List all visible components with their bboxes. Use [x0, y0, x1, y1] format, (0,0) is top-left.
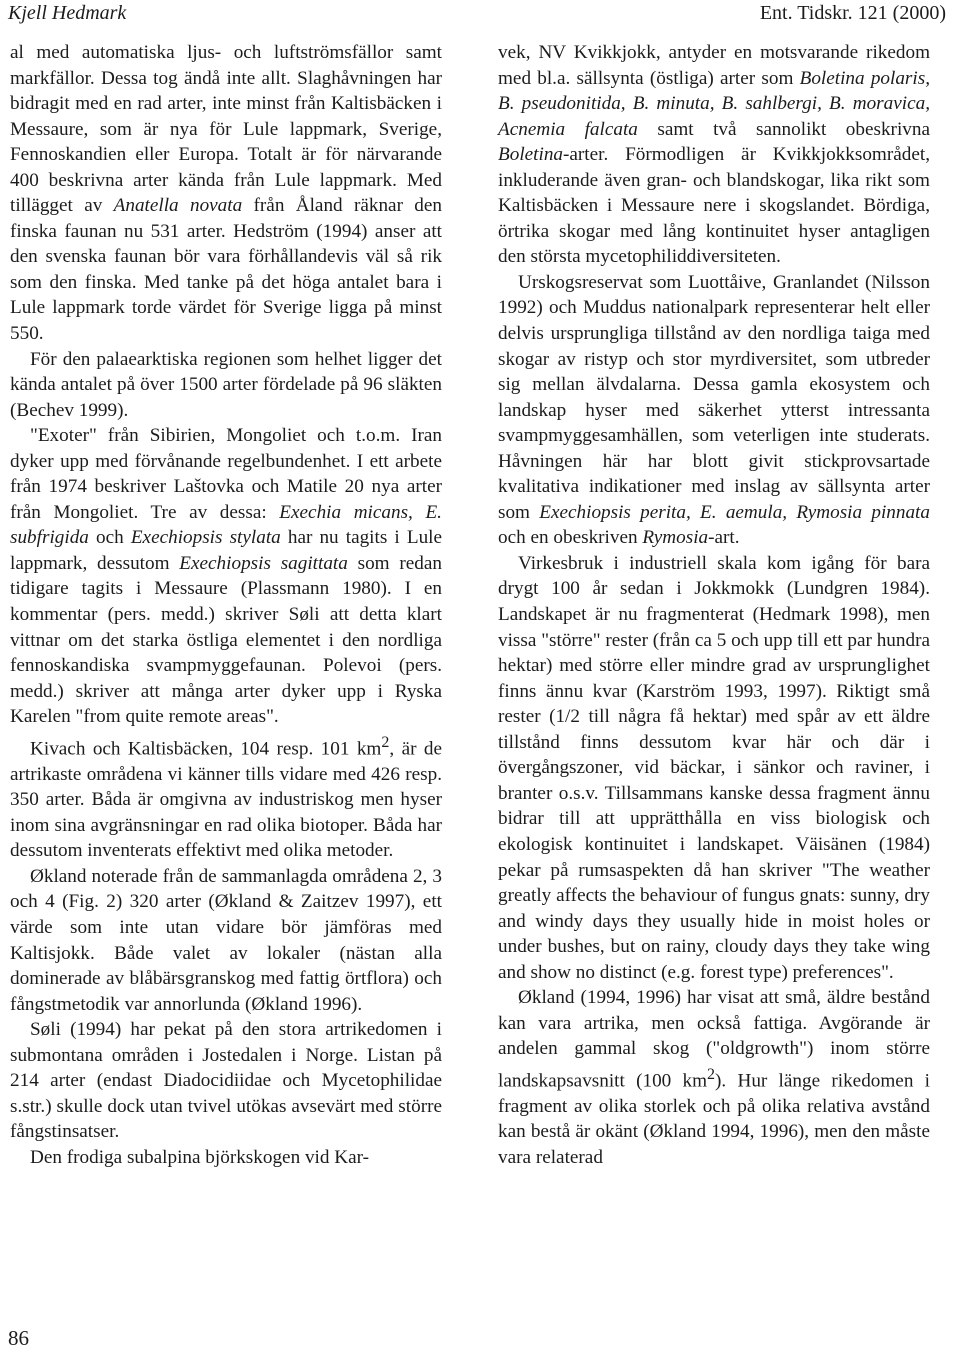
page-number: 86 — [8, 1326, 29, 1350]
paragraph: Økland (1994, 1996) har visat att små, äldre bestånd kan vara artrika, men också fattiga. Avgörande är andelen gammal skog ("oldgrowth") inom större landskapsavsnitt (100 $km^2$). Hur länge rikedomen i fragment av olika storlek och på olika relativa avstånd kan bestå är okänt (Økland 1994, 1996), men den måste vara relaterad — [498, 987, 930, 1168]
species-name: Boletina polaris, B. pseudonitida, B. minuta, B. sahlbergi, B. moravica, Acnemia falcata — [498, 67, 930, 140]
species-name: Boletina — [498, 144, 564, 166]
paragraph: Kivach och Kaltisbäcken, 104 resp. 101 $km^2$, är de artrikaste områdena vi känner tills vidare med 426 resp. 350 arter. Båda är omgivna av industriskog men hyser inom sina avgränsningar en rad olika biotoper. Båda har dessutom inventerats effektivt med olika metoder. — [10, 733, 442, 862]
paragraph: Søli (1994) har pekat på den stora artrikedomen i submontana områden i Jostedalen i Norge. Listan på 214 arter (endast Diadocidiidae och Mycetophilidae s.str.) skulle dock utan tvivel utökas avsevärt med större fångstinsatser. — [10, 1019, 442, 1143]
superscript: 2 — [381, 733, 390, 751]
paragraph: "Exoter" från Sibirien, Mongoliet och t.o.m. Iran dyker upp med förvånande regelbundenhet. I ett arbete från 1974 beskriver Laštovka och Matile 20 nya arter från Mongoliet. Tre av dessa: Exechia micans, E. subfrigida och Exechiopsis stylata har nu tagits i Lule lappmark, dessutom Exechiopsis sagittata som redan tidigare tagits i Messaure (Plassmann 1980). I en kommentar (pers. medd.) skriver Søli att detta klart vittnar om det starka östliga elementet i den nordliga fennoskandiska svampmyggefaunan. Polevoi (pers. medd.) skriver att många arter dyker upp i Ryska Karelen "from quite remote areas". — [10, 425, 443, 728]
species-name: Exechiopsis stylata — [130, 527, 281, 549]
paragraph: Urskogsreservat som Luottåive, Granlandet (Nilsson 1992) och Muddus nationalpark representerar helt eller delvis ursprungliga tillstånd av den nordliga taiga med skogar av ristyp och stor myrdiversitet, som utbreder sig mellan älvdalarna. Dessa gamla ekosystem och landskap hyser med säkerhet ytterst intressanta svampmyggesamhällen, som veterligen inte studerats. Håvningen här har blott givit stickprovsartade kvalitativa indikationer med inslag av sällsynta arter som Exechiopsis perita, E. aemula, Rymosia pinnata och en obeskriven Rymosia-art. — [498, 271, 930, 549]
paragraph: Den frodiga subalpina björkskogen vid Kar- — [30, 1146, 370, 1168]
species-name: Exechiopsis sagittata — [179, 552, 348, 574]
paragraph: För den palaearktiska regionen som helhet ligger det kända antalet på över 1500 arter fördelade på 96 släkten (Bechev 1999). — [10, 348, 442, 421]
running-head-author: Kjell Hedmark — [8, 2, 127, 24]
paragraph: vek, NV Kvikkjokk, antyder en motsvarande rikedom med bl.a. sällsynta (östliga) arter som Boletina polaris, B. pseudonitida, B. minuta, B. sahlbergi, B. moravica, Acnemia falcata samt två sannolikt obeskrivna Boletina-arter. Förmodligen är Kvikkjokksområdet, inkluderande även gran- och blandskogar, lika rikt som Kaltisbäcken i Messaure nere i skogslandet. Bördiga, örtrika skogar med lång kontinuitet hyser antagligen den största mycetophiliddiversiteten. — [498, 42, 930, 268]
species-name: Exechia micans, E. subfrigida — [10, 501, 442, 549]
paragraph: Virkesbruk i industriell skala kom igång för bara drygt 100 år sedan i Jokkmokk (Lundgren 1984). Landskapet är nu fragmenterat (Hedmark 1998), men vissa "större" rester (från ca 5 och upp till ett par hundra hektar) med större eller mindre grad av ursprunglighet finns ännu kvar (Karström 1993, 1997). Riktigt små rester (1/2 till några få hektar) med spår av ett äldre tillstånd finns dessutom kvar här och där i övergångszoner, vid bäckar, i sänkor och raviner, i branter o.s.v. Tillsammans kanske dessa fragment ännu bidrar till att upprätthålla en viss biologisk och ekologisk kontinuitet i landskapet. Väisänen (1984) pekar på rumsaspekten då han skriver "The weather greatly affects the behaviour of fungus gnats: sunny, dry and windy days they usually hide in moist holes or under bushes, but on rainy, cloudy days they take wing and show no distinct (e.g. forest type) preferences". — [498, 552, 930, 983]
species-name: Anatella novata — [113, 195, 243, 217]
running-head-journal: Ent. Tidskr. 121 (2000) — [759, 2, 946, 24]
right-column — [498, 40, 930, 1170]
paragraph: Økland noterade från de sammanlagda områdena 2, 3 och 4 (Fig. 2) 320 arter (Økland & Zaitzev 1997), ett värde som inte utan vidare bör jämföras med Kaltisjokk. Både valet av lokaler (nästan alla dominerade av blåbärsgranskog med fattig örtflora) och fångstmetodik var annorlunda (Økland 1996). — [10, 865, 442, 1015]
superscript: 2 — [707, 1065, 716, 1083]
paragraph: al med automatiska ljus- och luftströmsfällor samt markfällor. Dessa tog ändå inte allt. Slaghåvningen har bidragit med en rad arter, inte minst från Kaltisbäcken i Messaure, som är nya för Lule lappmark, Sverige, Fennoskandien eller Europa. Totalt är för närvarande 400 beskrivna arter kända från Lule lappmark. Med tillägget av Anatella novata från Åland räknar den finska faunan nu 531 arter. Hedström (1994) anser att den svenska faunan bör vara förhållandevis väl så rik som den finska. Med tanke på det höga antalet bara i Lule lappmark torde värdet för Sverige ligga på minst 550. — [10, 42, 442, 345]
species-name: Rymosia — [642, 527, 709, 549]
species-name: Exechiopsis perita, E. aemula, Rymosia pinnata — [539, 501, 930, 523]
left-column — [10, 40, 442, 1170]
